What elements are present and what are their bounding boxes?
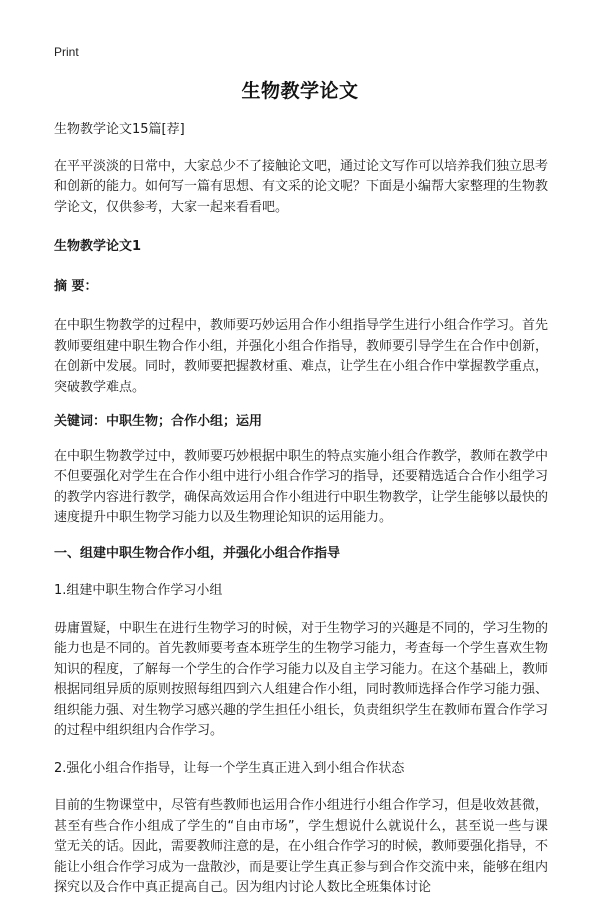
print-link[interactable]: Print: [54, 45, 79, 59]
body-paragraph-1: 在中职生物教学过中，教师要巧妙根据中职生的特点实施小组合作教学，教师在教学中不但要强化对学生在合作小组中进行小组合作学习的指导，还要精选适合合作小组学习的教学内容进行教学，确保高效运用合作小组进行中职生物教学，让学生能够以最快的速度提升中职生物学习能力以及生物理论知识的运用能力。: [54, 448, 549, 525]
subheading-1: 1.组建中职生物合作学习小组: [54, 583, 223, 598]
article-body: [54, 120, 548, 917]
heading-1: 一、组建中职生物合作小组，并强化小组合作指导: [54, 545, 341, 561]
page-title: 生物教学论文: [241, 80, 359, 102]
abstract-label: 摘 要：: [54, 278, 98, 294]
article-subtitle: 生物教学论文15篇[荐]: [54, 122, 185, 137]
intro-paragraph: 在平平淡淡的日常中，大家总少不了接触论文吧，通过论文写作可以培养我们独立思考和创新的能力。如何写一篇有思想、有文采的论文呢？下面是小编帮大家整理的生物教学论文，仅供参考，大家一起来看看吧。: [54, 158, 549, 215]
body-paragraph-2: 毋庸置疑，中职生在进行生物学习的时候，对于生物学习的兴趣是不同的，学习生物的能力也是不同的。首先教师要考查本班学生的生物学习能力，考查每一个学生喜欢生物知识的程度，了解每一个学生的合作学习能力以及自主学习能力。在这个基础上，教师根据同组异质的原则按照每组四到六人组建合作小组，同时教师选择合作学习能力强、组织能力强、对生物学习感兴趣的学生担任小组长，负责组织学生在教师布置合作学习的过程中组织组内合作学习。: [54, 620, 549, 738]
section-title: 生物教学论文1: [54, 239, 142, 254]
abstract-paragraph: 在中职生物教学的过程中，教师要巧妙运用合作小组指导学生进行小组合作学习。首先教师要组建中职生物合作小组，并强化小组合作指导，教师要引导学生在合作中创新，在创新中发展。同时，教师要把握教材重、难点，让学生在小组合作中掌握教学重点，突破教学难点。: [54, 318, 549, 395]
body-paragraph-3: 目前的生物课堂中，尽管有些教师也运用合作小组进行小组合作学习，但是收效甚微，甚至有些合作小组成了学生的“自由市场”，学生想说什么就说什么，甚至说一些与课堂无关的话。因此，需要教师注意的是，在小组合作学习的时候，教师要强化指导，不能让小组合作学习成为一盘散沙，而是要让学生真正参与到合作交流中来，能够在组内探究以及合作中真正提高自己。因为组内讨论人数比全班集体讨论: [54, 798, 549, 895]
keywords-line: 关键词：中职生物；合作小组；运用: [54, 414, 263, 429]
subheading-2: 2.强化小组合作指导，让每一个学生真正进入到小组合作状态: [54, 760, 405, 776]
